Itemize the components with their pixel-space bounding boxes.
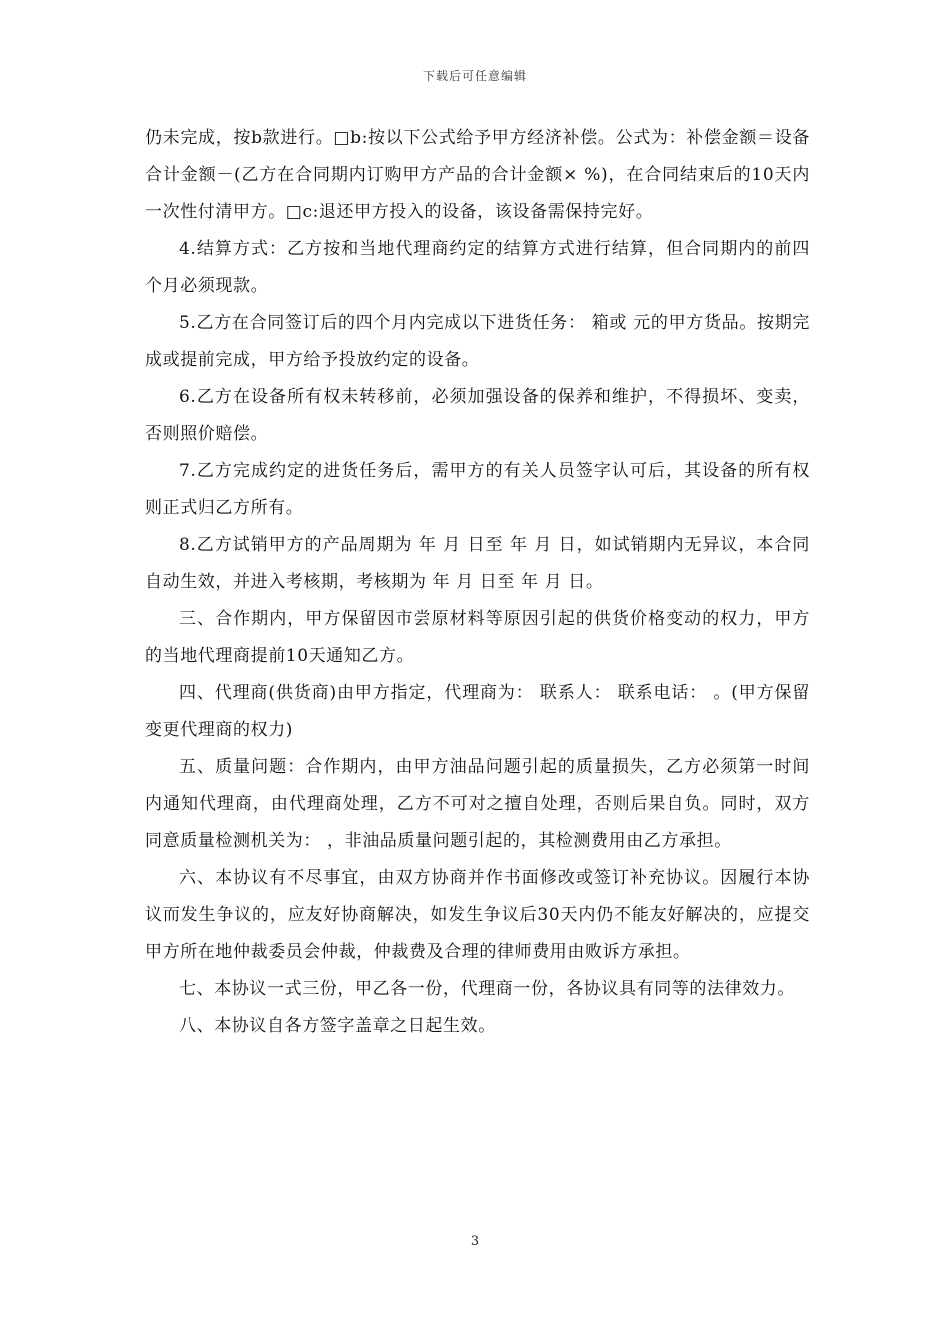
page-header: 下载后可任意编辑 xyxy=(422,69,527,83)
paragraph-clause-5: 5.乙方在合同签订后的四个月内完成以下进货任务： 箱或 元的甲方货品。按期完成或提前完成，甲方给予投放约定的设备。 xyxy=(145,313,810,370)
paragraph-section-4: 四、代理商(供货商)由甲方指定，代理商为： 联系人： 联系电话： 。(甲方保留变更代理商的权力) xyxy=(145,683,810,740)
document-body xyxy=(145,120,810,1045)
paragraph-section-7: 七、本协议一式三份，甲乙各一份，代理商一份，各协议具有同等的法律效力。 xyxy=(179,979,795,999)
paragraph-section-6: 六、本协议有不尽事宜，由双方协商并作书面修改或签订补充协议。因履行本协议而发生争议的，应友好协商解决，如发生争议后30天内仍不能友好解决的，应提交甲方所在地仲裁委员会仲裁，仲裁费及合理的律师费用由败诉方承担。 xyxy=(145,868,810,962)
paragraph-continuation: 仍未完成，按b款进行。□b:按以下公式给予甲方经济补偿。公式为：补偿金额＝设备合计金额－(乙方在合同期内订购甲方产品的合计金额× %)，在合同结束后的10天内一次性付清甲方。□c:退还甲方投入的设备，该设备需保持完好。 xyxy=(145,128,810,222)
paragraph-clause-4: 4.结算方式：乙方按和当地代理商约定的结算方式进行结算，但合同期内的前四个月必须现款。 xyxy=(145,239,810,296)
paragraph-clause-6: 6.乙方在设备所有权未转移前，必须加强设备的保养和维护，不得损坏、变卖，否则照价赔偿。 xyxy=(145,387,810,444)
paragraph-section-3: 三、合作期内，甲方保留因市尝原材料等原因引起的供货价格变动的权力，甲方的当地代理商提前10天通知乙方。 xyxy=(145,609,810,666)
page-number: 3 xyxy=(470,1234,480,1249)
paragraph-section-5: 五、质量问题：合作期内，由甲方油品问题引起的质量损失，乙方必须第一时间内通知代理商，由代理商处理，乙方不可对之擅自处理，否则后果自负。同时，双方同意质量检测机关为： ，非油品质量问题引起的，其检测费用由乙方承担。 xyxy=(145,757,810,851)
paragraph-section-8: 八、本协议自各方签字盖章之日起生效。 xyxy=(179,1016,496,1036)
paragraph-clause-8: 8.乙方试销甲方的产品周期为 年 月 日至 年 月 日，如试销期内无异议，本合同自动生效，并进入考核期，考核期为 年 月 日至 年 月 日。 xyxy=(145,535,810,592)
paragraph-clause-7: 7.乙方完成约定的进货任务后，需甲方的有关人员签字认可后，其设备的所有权则正式归乙方所有。 xyxy=(145,461,810,518)
